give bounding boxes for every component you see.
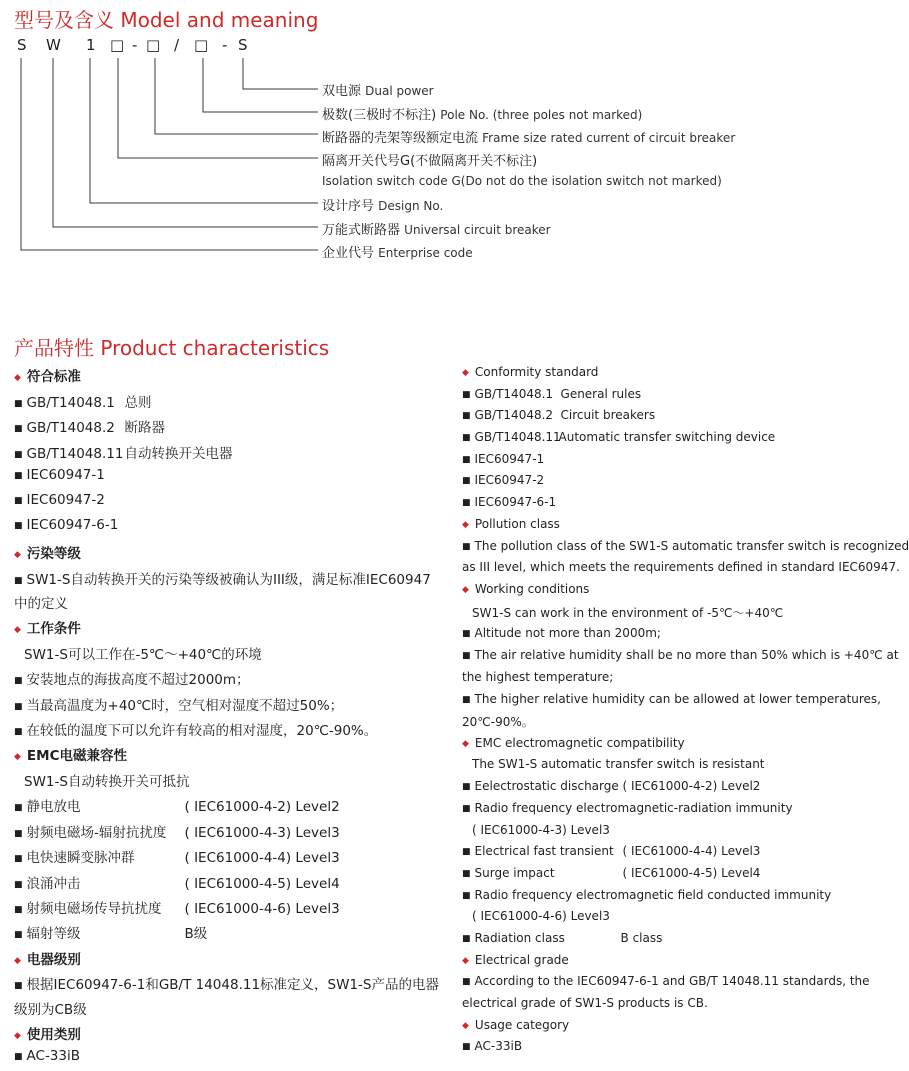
bullet-icon: ■ (462, 782, 471, 792)
paragraph-line: ■ SW1-S自动转换开关的污染等级被确认为III级，满足标准IEC60947 (14, 572, 431, 588)
paragraph-line: ( IEC61000-4-3) Level3 (472, 823, 610, 837)
paragraph-line: as III level, which meets the requirements defined in standard IEC60947. (462, 560, 900, 574)
section-head-electrical: ◆ Electrical grade (462, 953, 569, 967)
section-head-electrical: ◆ 电器级别 (14, 952, 81, 968)
bullet-icon: ■ (14, 424, 23, 434)
code-part: W (46, 36, 61, 54)
list-item: ■ 安装地点的海拔高度不超过2000m； (14, 672, 250, 688)
list-item: ■ Eelectrostatic discharge ( IEC61000-4-2) Level2 (462, 779, 761, 793)
bullet-icon: ■ (14, 496, 23, 506)
code-part: S (17, 36, 27, 54)
model-label-enterprise: 企业代号 Enterprise code (322, 246, 473, 261)
list-item: ■ 静电放电 ( IEC61000-4-2) Level2 (14, 799, 340, 815)
diamond-icon: ◆ (14, 625, 21, 635)
diamond-icon: ◆ (14, 1031, 21, 1041)
list-item: ■ Electrical fast transient ( IEC61000-4-4) Level3 (462, 844, 761, 858)
bullet-icon: ■ (462, 1042, 471, 1052)
connector-design-no (90, 58, 318, 203)
bullet-icon: ■ (462, 934, 471, 944)
list-item: ■ AC-33iB (462, 1039, 523, 1053)
bullet-icon: ■ (14, 399, 23, 409)
list-item: ■ 电快速瞬变脉冲群 ( IEC61000-4-4) Level3 (14, 850, 340, 866)
list-item: ■ IEC60947-1 (462, 452, 545, 466)
bullet-icon: ■ (14, 576, 23, 586)
paragraph-line: ■ According to the IEC60947-6-1 and GB/T 14048.11 standards, the (462, 974, 870, 988)
paragraph-line: ( IEC61000-4-6) Level3 (472, 909, 610, 923)
model-title: 型号及含义 Model and meaning (14, 8, 319, 32)
list-item: ■ Radio frequency electromagnetic-radiation immunity (462, 801, 793, 815)
paragraph-line: SW1-S可以工作在-5℃～+40℃的环境 (24, 647, 262, 663)
bullet-icon: ■ (462, 891, 471, 901)
list-item: ■ 射频电磁场传导抗扰度 ( IEC61000-4-6) Level3 (14, 901, 340, 917)
paragraph-line: ■ 根据IEC60947-6-1和GB/T 14048.11标准定义，SW1-S产品的电器 (14, 977, 439, 993)
bullet-icon: ■ (462, 977, 471, 987)
section-head-conformity: ◆ 符合标准 (14, 369, 81, 385)
bullet-icon: ■ (14, 905, 23, 915)
bullet-icon: ■ (14, 471, 23, 481)
section-head-emc: ◆ EMC电磁兼容性 (14, 748, 127, 764)
list-item: ■ AC-33iB (14, 1048, 81, 1064)
section-head-working: ◆ 工作条件 (14, 621, 81, 637)
list-item: ■ IEC60947-2 (462, 473, 545, 487)
code-part: □ (194, 36, 209, 54)
list-item: ■ GB/T14048.11自动转换开关电器 (14, 446, 233, 462)
bullet-icon: ■ (462, 542, 471, 552)
bullet-icon: ■ (14, 702, 23, 712)
paragraph-line: 级别为CB级 (14, 1002, 87, 1018)
list-item: ■ GB/T14048.11Automatic transfer switching device (462, 430, 776, 444)
list-item: ■ GB/T14048.2 断路器 (14, 420, 166, 436)
connector-isolation (118, 58, 318, 158)
code-part: - (132, 36, 138, 54)
bullet-icon: ■ (14, 803, 23, 813)
bullet-icon: ■ (462, 804, 471, 814)
paragraph-line: ■ The pollution class of the SW1-S automatic transfer switch is recognized (462, 539, 909, 553)
connector-pole-no (203, 58, 318, 112)
diamond-icon: ◆ (14, 373, 21, 383)
code-part: 1 (86, 36, 96, 54)
model-label-design-no: 设计序号 Design No. (322, 199, 444, 214)
list-item: ■ GB/T14048.2 Circuit breakers (462, 408, 656, 422)
paragraph-line: ■ The higher relative humidity can be allowed at lower temperatures, (462, 692, 881, 706)
bullet-icon: ■ (462, 847, 471, 857)
diamond-icon: ◆ (462, 956, 469, 966)
characteristics-title: 产品特性 Product characteristics (14, 336, 330, 360)
connector-enterprise (21, 58, 318, 250)
paragraph-line: ■ The air relative humidity shall be no more than 50% which is +40℃ at (462, 648, 899, 662)
paragraph-line: electrical grade of SW1-S products is CB. (462, 996, 708, 1010)
list-item: ■ IEC60947-1 (14, 467, 105, 483)
model-label-dual-power: 双电源 Dual power (322, 84, 434, 99)
list-item: ■ GB/T14048.1 General rules (462, 387, 642, 401)
model-label-pole-no: 极数(三极时不标注) Pole No. (three poles not marked) (322, 108, 643, 123)
diamond-icon: ◆ (14, 752, 21, 762)
bullet-icon: ■ (14, 981, 23, 991)
list-item: ■ 当最高温度为+40℃时，空气相对湿度不超过50%； (14, 698, 344, 714)
section-head-emc: ◆ EMC electromagnetic compatibility (462, 736, 685, 750)
list-item: ■ 浪涌冲击 ( IEC61000-4-5) Level4 (14, 876, 340, 892)
bullet-icon: ■ (462, 433, 471, 443)
section-head-pollution: ◆ 污染等级 (14, 546, 81, 562)
model-label-frame-size: 断路器的壳架等级额定电流 Frame size rated current of circuit breaker (322, 131, 736, 146)
bullet-icon: ■ (14, 1052, 23, 1062)
bullet-icon: ■ (14, 880, 23, 890)
model-label-isolation-zh: 隔离开关代号G(不做隔离开关不标注) (322, 154, 538, 169)
diamond-icon: ◆ (14, 956, 21, 966)
section-head-working: ◆ Working conditions (462, 582, 590, 596)
diamond-icon: ◆ (462, 520, 469, 530)
bullet-icon: ■ (14, 727, 23, 737)
bullet-icon: ■ (462, 411, 471, 421)
bullet-icon: ■ (14, 676, 23, 686)
bullet-icon: ■ (462, 476, 471, 486)
list-item: ■ IEC60947-6-1 (14, 517, 119, 533)
bullet-icon: ■ (14, 854, 23, 864)
paragraph-line: 20℃-90%。 (462, 715, 534, 729)
list-item: ■ 在较低的温度下可以允许有较高的相对湿度，20℃-90%。 (14, 723, 378, 739)
bullet-icon: ■ (14, 930, 23, 940)
diamond-icon: ◆ (462, 368, 469, 378)
paragraph-line: SW1-S can work in the environment of -5℃～+40℃ (472, 606, 784, 620)
diamond-icon: ◆ (14, 550, 21, 560)
paragraph-line: 中的定义 (14, 596, 68, 612)
bullet-icon: ■ (14, 521, 23, 531)
model-label-isolation-en: Isolation switch code G(Do not do the isolation switch not marked) (322, 174, 722, 188)
bullet-icon: ■ (462, 869, 471, 879)
list-item: ■ Surge impact ( IEC61000-4-5) Level4 (462, 866, 761, 880)
list-item: ■ GB/T14048.1 总则 (14, 395, 152, 411)
model-label-universal: 万能式断路器 Universal circuit breaker (322, 223, 551, 238)
bullet-icon: ■ (462, 498, 471, 508)
diamond-icon: ◆ (462, 585, 469, 595)
diamond-icon: ◆ (462, 739, 469, 749)
list-item: ■ 射频电磁场-辐射抗扰度 ( IEC61000-4-3) Level3 (14, 825, 340, 841)
connector-dual-power (243, 58, 318, 89)
bullet-icon: ■ (14, 829, 23, 839)
bullet-icon: ■ (462, 695, 471, 705)
connector-universal (53, 58, 318, 227)
code-part: / (174, 36, 180, 54)
list-item: ■ IEC60947-6-1 (462, 495, 557, 509)
bullet-icon: ■ (462, 455, 471, 465)
section-head-conformity: ◆ Conformity standard (462, 365, 599, 379)
paragraph-line: SW1-S自动转换开关可抵抗 (24, 774, 190, 790)
diamond-icon: ◆ (462, 1021, 469, 1031)
bullet-icon: ■ (14, 450, 23, 460)
list-item: ■ 辐射等级 B级 (14, 926, 208, 942)
code-part: - (222, 36, 228, 54)
paragraph-line: the highest temperature; (462, 670, 614, 684)
section-head-usage: ◆ 使用类别 (14, 1027, 81, 1043)
list-item: ■ IEC60947-2 (14, 492, 105, 508)
list-item: ■ Radiation class B class (462, 931, 663, 945)
code-part: □ (146, 36, 161, 54)
paragraph-line: The SW1-S automatic transfer switch is resistant (472, 757, 765, 771)
code-part: S (238, 36, 248, 54)
bullet-icon: ■ (462, 629, 471, 639)
list-item: ■ Radio frequency electromagnetic field conducted immunity (462, 888, 832, 902)
code-part: □ (110, 36, 125, 54)
connector-frame-size (155, 58, 318, 134)
section-head-pollution: ◆ Pollution class (462, 517, 560, 531)
list-item: ■ Altitude not more than 2000m; (462, 626, 661, 640)
bullet-icon: ■ (462, 390, 471, 400)
bullet-icon: ■ (462, 651, 471, 661)
section-head-usage: ◆ Usage category (462, 1018, 570, 1032)
